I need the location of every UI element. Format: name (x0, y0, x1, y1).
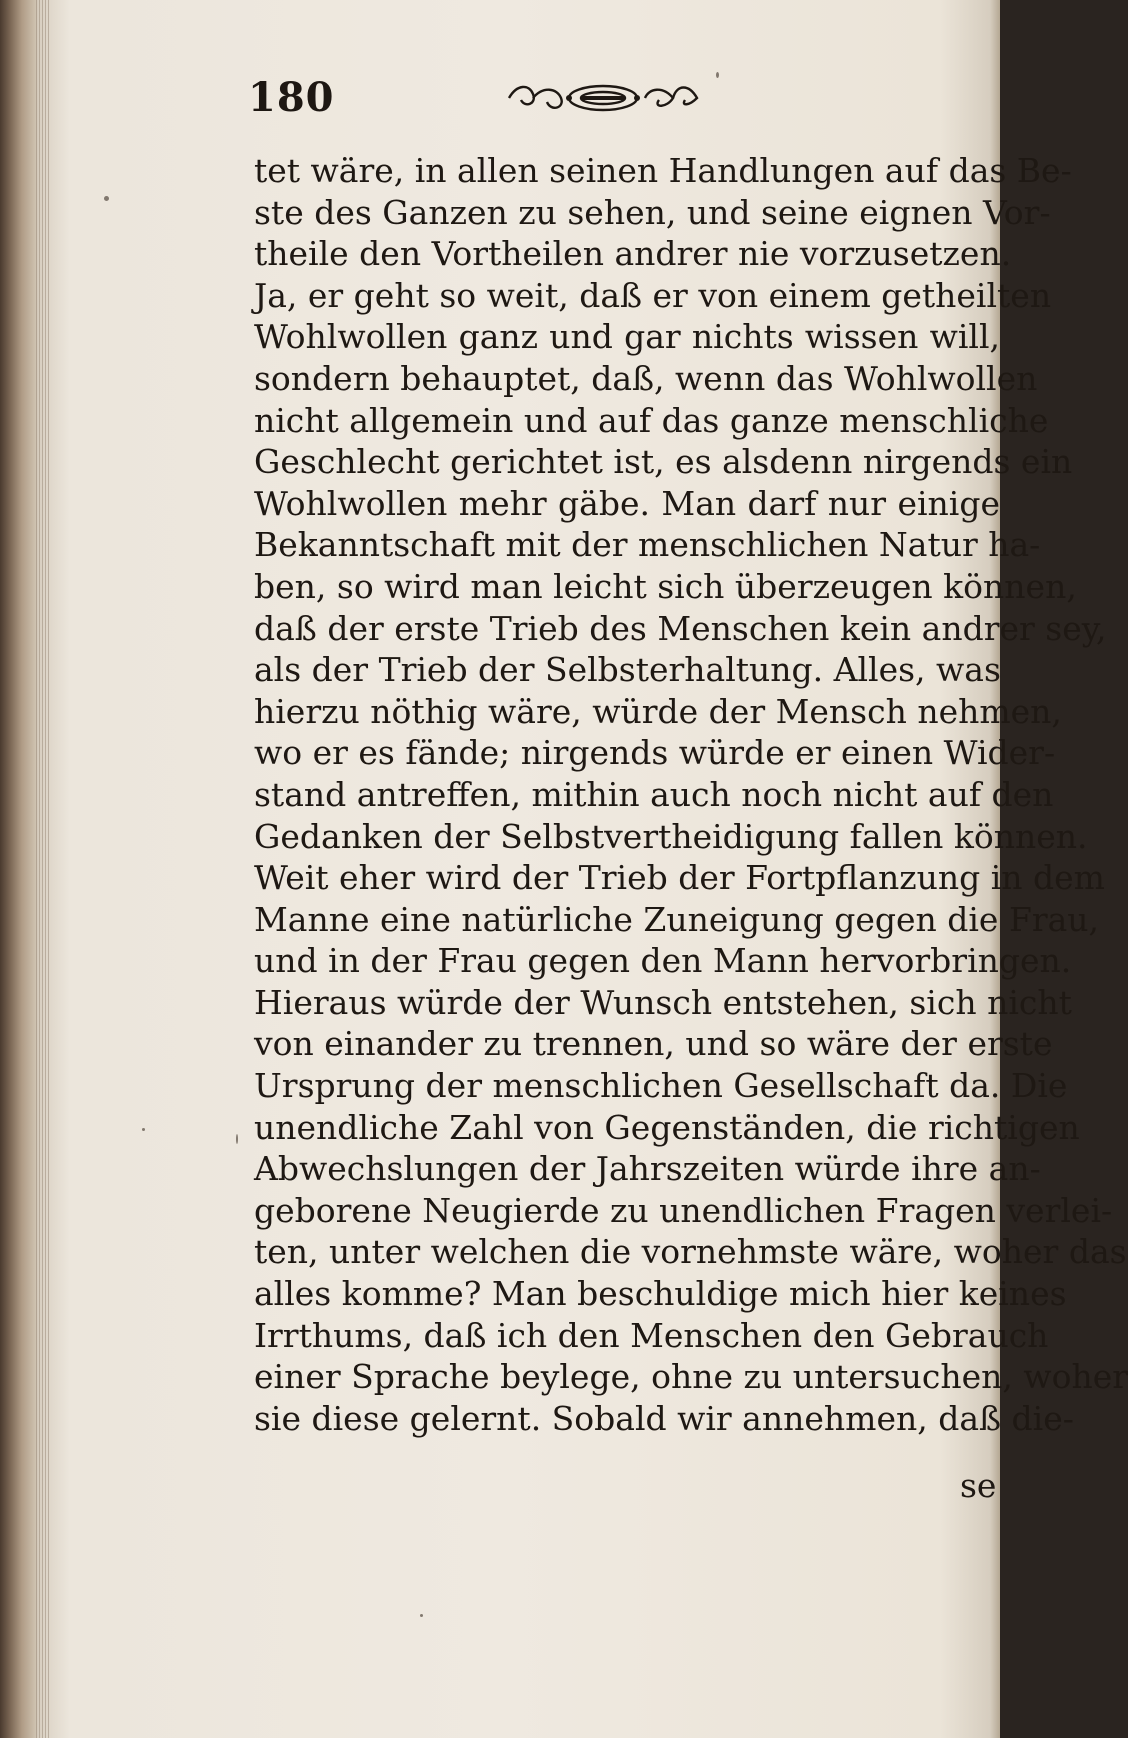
paper-speck (236, 1134, 238, 1144)
text-line: ste des Ganzen zu sehen, und seine eignen Vor- (254, 192, 1051, 232)
text-line: unendliche Zahl von Gegenständen, die richtigen (254, 1107, 1080, 1147)
text-line: Gedanken der Selbstvertheidigung fallen können. (254, 816, 1088, 856)
text-line: theile den Vortheilen andrer nie vorzusetzen. (254, 234, 1012, 274)
text-line: von einander zu trennen, und so wäre der erste (254, 1024, 1053, 1064)
text-line: ben, so wird man leicht sich überzeugen können, (254, 566, 1077, 606)
paper-speck (104, 196, 109, 201)
text-line: hierzu nöthig wäre, würde der Mensch nehmen, (254, 691, 1062, 731)
text-line: und in der Frau gegen den Mann hervorbringen. (254, 941, 1072, 981)
text-line: sie diese gelernt. Sobald wir annehmen, daß die- (254, 1398, 1074, 1438)
text-line: als der Trieb der Selbsterhaltung. Alles, was (254, 650, 1001, 690)
text-line: Ursprung der menschlichen Gesellschaft da. Die (254, 1066, 1068, 1106)
page-edges (36, 0, 50, 1738)
ornament-icon (503, 76, 703, 120)
page-number: 180 (248, 74, 335, 121)
text-line: stand antreffen, mithin auch noch nicht auf den (254, 774, 1054, 814)
text-line: alles komme? Man beschuldige mich hier keines (254, 1274, 1067, 1314)
text-line: Geschlecht gerichtet ist, es alsdenn nirgends ein (254, 442, 1073, 482)
text-line: wo er es fände; nirgends würde er einen Wider- (254, 733, 1056, 773)
paper-speck (142, 1128, 145, 1131)
text-line: daß der erste Trieb des Menschen kein andrer sey, (254, 608, 1107, 648)
text-line: Ja, er geht so weit, daß er von einem getheilten (254, 275, 1052, 315)
page-header (248, 68, 948, 128)
text-line: sondern behauptet, daß, wenn das Wohlwollen (254, 358, 1038, 398)
text-line: Weit eher wird der Trieb der Fortpflanzung in dem (254, 858, 1105, 898)
text-line: Abwechslungen der Jahrszeiten würde ihre an- (254, 1149, 1041, 1189)
text-line: nicht allgemein und auf das ganze menschliche (254, 400, 1049, 440)
text-line: ten, unter welchen die vornehmste wäre, woher das (254, 1232, 1127, 1272)
text-line: Manne eine natürliche Zuneigung gegen die Frau, (254, 899, 1100, 939)
text-line: Bekanntschaft mit der menschlichen Natur ha- (254, 525, 1041, 565)
paper-speck (420, 1614, 423, 1617)
paper-speck (716, 72, 719, 78)
text-line: geborene Neugierde zu unendlichen Fragen verlei- (254, 1190, 1113, 1230)
text-line: Hieraus würde der Wunsch entstehen, sich nicht (254, 982, 1072, 1022)
text-line: Wohlwollen mehr gäbe. Man darf nur einige (254, 483, 1000, 523)
body-text (254, 150, 1128, 1439)
text-line: tet wäre, in allen seinen Handlungen auf das Be- (254, 151, 1072, 190)
text-line: Irrthums, daß ich den Menschen den Gebrauch (254, 1315, 1049, 1355)
text-line: einer Sprache beylege, ohne zu untersuchen, woher (254, 1357, 1128, 1397)
book-binding (0, 0, 36, 1738)
catchword: se (960, 1466, 997, 1505)
text-line: Wohlwollen ganz und gar nichts wissen will, (254, 317, 1000, 357)
